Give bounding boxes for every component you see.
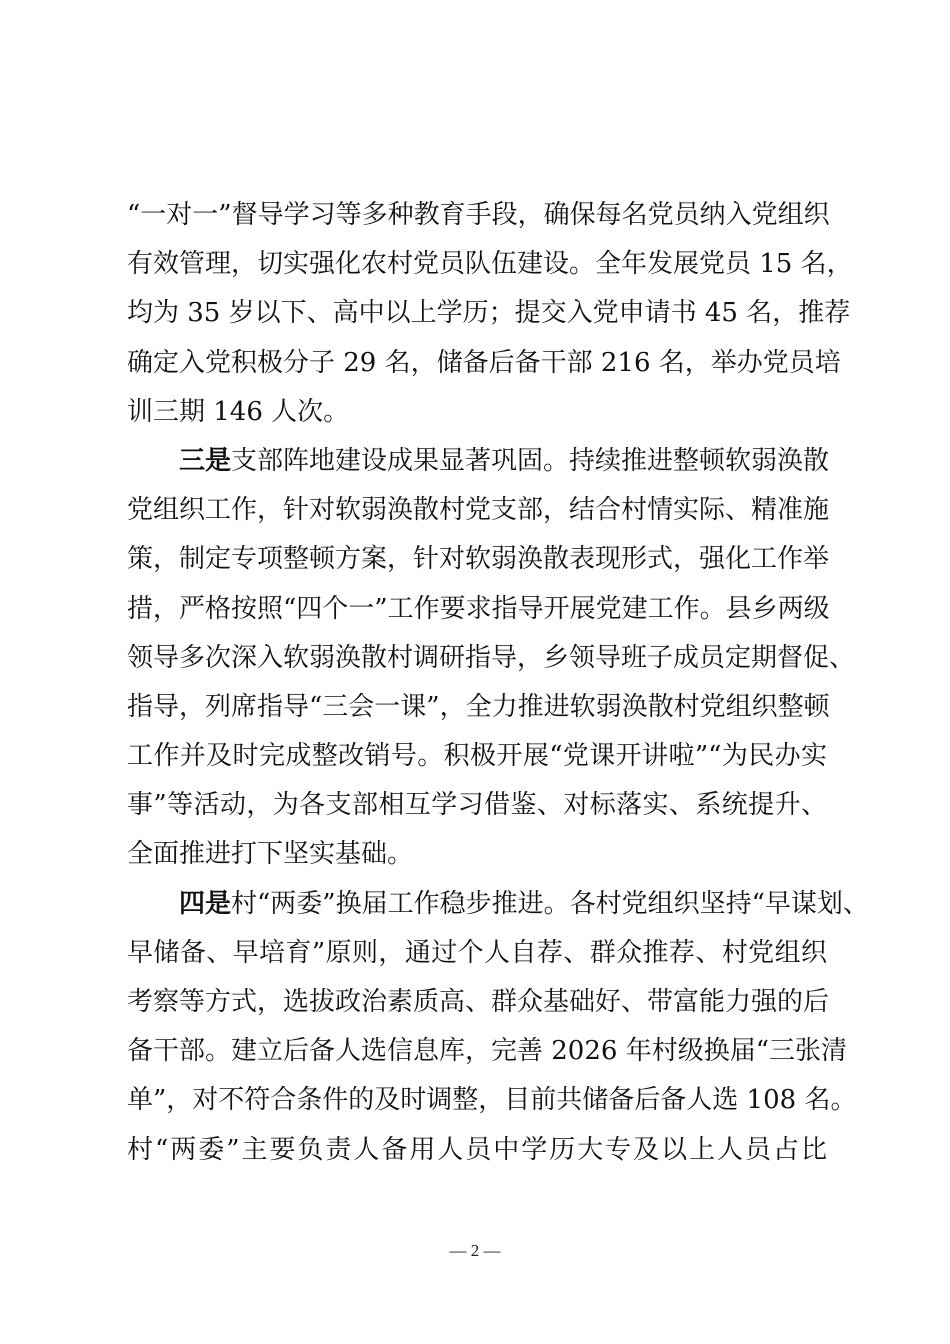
text-line: 措，严格按照“四个一”工作要求指导开展党建工作。县乡两级 (127, 593, 830, 624)
text-line: 事”等活动，为各支部相互学习借鉴、对标落实、系统提升、 (127, 790, 827, 821)
text-line: 党组织工作，针对软弱涣散村党支部，结合村情实际、精准施 (127, 495, 830, 526)
paragraph-1 (127, 191, 853, 437)
text-line: 指导，列席指导“三会一课”，全力推进软弱涣散村党组织整顿 (127, 691, 830, 722)
paragraph-first-line-text: 支部阵地建设成果显著巩固。持续推进整顿软弱涣散 (231, 445, 830, 476)
text-line: 有效管理，切实强化农村党员队伍建设。全年发展党员 15 名， (127, 249, 853, 280)
text-line: 领导多次深入软弱涣散村调研指导，乡领导班子成员定期督促、 (127, 642, 856, 673)
text-line: 村“两委”主要负责人备用人员中学历大专及以上人员占比 (127, 1134, 827, 1165)
text-line: 单”，对不符合条件的及时调整，目前共储备后备人选 108 名。 (127, 1085, 857, 1116)
paragraph-3 (127, 437, 856, 880)
page-number: — 2 — (449, 1241, 501, 1260)
paragraph-first-line-text: 村“两委”换届工作稳步推进。各村党组织坚持“早谋划、 (231, 888, 869, 919)
text-line: 均为 35 岁以下、高中以上学历；提交入党申请书 45 名，推荐 (127, 298, 851, 329)
text-line: 策，制定专项整顿方案，针对软弱涣散表现形式，强化工作举 (127, 544, 830, 575)
paragraph-lead: 三是 (179, 445, 232, 476)
paragraph-first-line (127, 880, 869, 929)
paragraph-first-line (127, 437, 830, 486)
text-line: 全面推进打下坚实基础。 (127, 839, 414, 870)
text-line: 早储备、早培育”原则，通过个人自荐、群众推荐、村党组织 (127, 937, 827, 968)
paragraph-lead: 四是 (179, 888, 232, 919)
paragraph-4 (127, 880, 869, 1175)
text-line: 确定入党积极分子 29 名，储备后备干部 216 名，举办党员培 (127, 347, 841, 378)
document-body (127, 191, 869, 1175)
text-line: 工作并及时完成整改销号。积极开展“党课开讲啦”“为民办实 (127, 741, 827, 772)
text-line: 备干部。建立后备人选信息库，完善 2026 年村级换届“三张清 (127, 1036, 847, 1067)
text-line: 训三期 146 人次。 (127, 396, 350, 427)
text-line: “一对一”督导学习等多种教育手段，确保每名党员纳入党组织 (127, 200, 830, 230)
text-line: 考察等方式，选拔政治素质高、群众基础好、带富能力强的后 (127, 987, 830, 1017)
